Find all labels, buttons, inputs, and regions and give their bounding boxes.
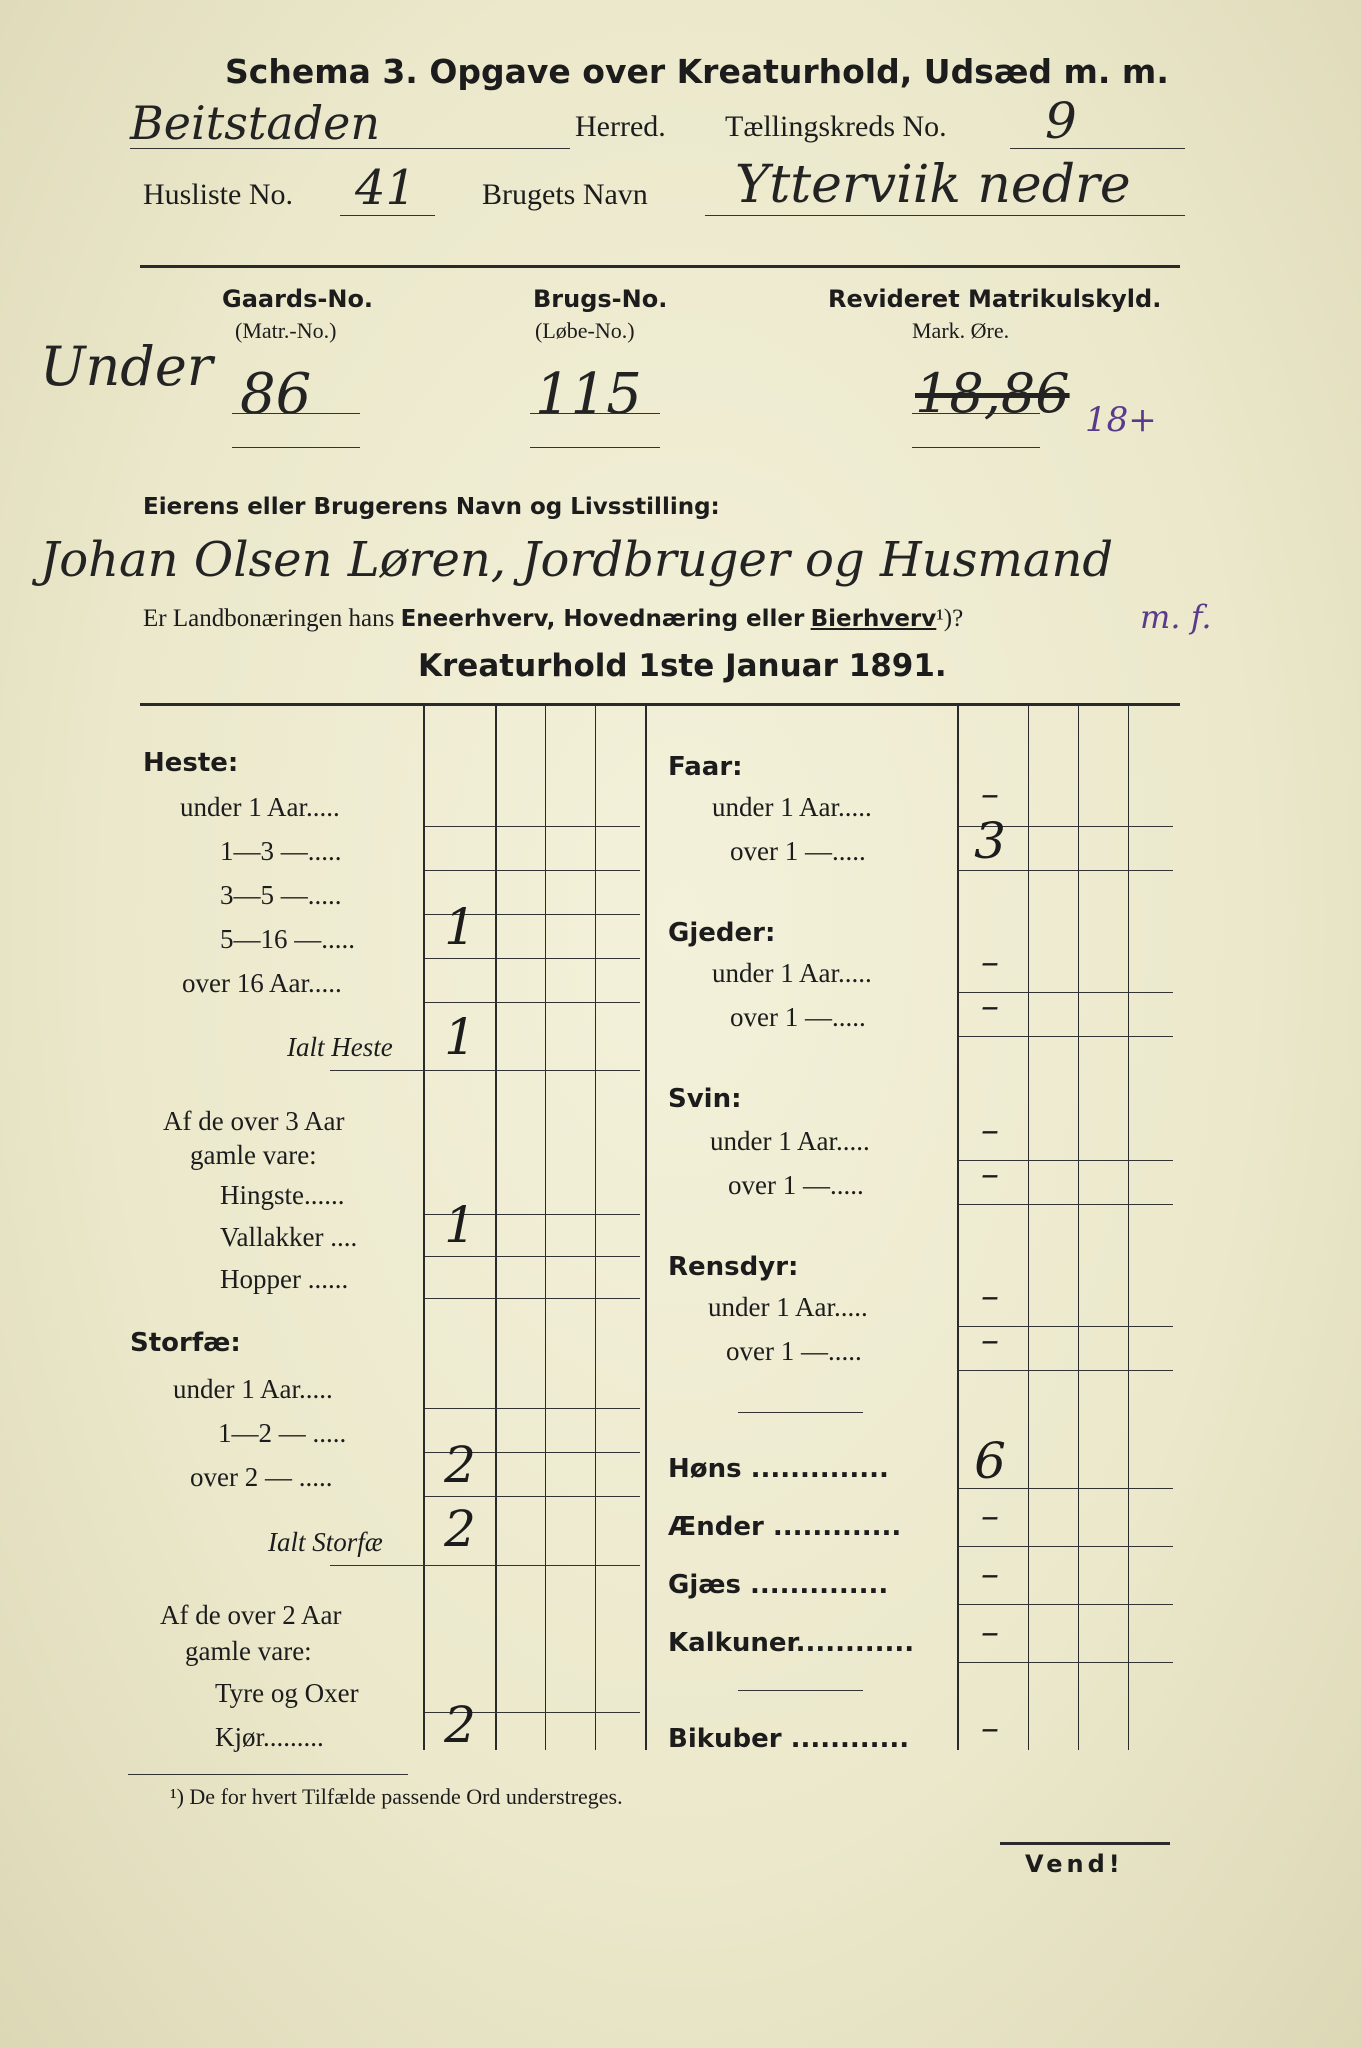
value-aender: – — [981, 1496, 999, 1537]
right-row-line — [958, 870, 1173, 871]
skyld-value: 18,86 — [915, 362, 1070, 425]
faar-heading: Faar: — [668, 752, 743, 782]
left-row-line — [425, 1496, 640, 1497]
kreds-value: 9 — [1045, 92, 1077, 150]
heste-1-3: 1—3 —..... — [220, 836, 342, 866]
brugs-label: Brugs-No. — [533, 285, 668, 313]
kreds-label: Tællingskreds No. — [725, 110, 947, 143]
right-row-line — [958, 1546, 1173, 1547]
husliste-line — [340, 215, 435, 216]
skyld-sub: Mark. Øre. — [912, 318, 1010, 343]
center-divider — [645, 705, 647, 1750]
value-ialt-storfae: 2 — [444, 1500, 476, 1558]
header-rule — [140, 265, 1180, 268]
value-heste-5-16: 1 — [444, 898, 476, 956]
question-suffix: ¹)? — [936, 605, 964, 632]
left-row-line — [425, 1256, 640, 1257]
brugs-sub: (Løbe-No.) — [535, 318, 635, 343]
question-prefix: Er Landbonæringen hans — [143, 605, 395, 632]
bikuber-label: Bikuber ............ — [668, 1724, 910, 1754]
heste-3-5: 3—5 —..... — [220, 880, 342, 910]
skyld-label: Revideret Matrikulskyld. — [828, 285, 1162, 313]
hons-label: Høns .............. — [668, 1454, 889, 1484]
skyld-line-2 — [912, 447, 1040, 448]
aender-label: Ænder ............. — [668, 1512, 902, 1542]
value-kalkuner: – — [981, 1612, 999, 1653]
right-row-line — [958, 1036, 1173, 1037]
left-row-line — [425, 826, 640, 827]
left-row-line — [425, 1298, 640, 1299]
tyre-label: Tyre og Oxer — [215, 1678, 359, 1708]
af3-line-b: gamle vare: — [190, 1140, 317, 1170]
rensdyr-over-1: over 1 —..... — [726, 1336, 862, 1366]
left-col-line-2 — [495, 705, 497, 1750]
skyld-extra: 18+ — [1085, 400, 1157, 440]
left-row-line — [425, 958, 640, 959]
left-row-line — [425, 870, 640, 871]
brugets-navn-line — [705, 215, 1185, 216]
left-col-line-3 — [545, 705, 546, 1750]
af2-line-a: Af de over 2 Aar — [160, 1600, 342, 1630]
value-faar-under-1: – — [981, 774, 999, 815]
value-svin-over-1: – — [981, 1154, 999, 1195]
herred-label: Herred. — [575, 110, 666, 143]
value-svin-under-1: – — [981, 1110, 999, 1151]
gjaes-label: Gjæs .............. — [668, 1570, 889, 1600]
left-col-line-4 — [595, 705, 596, 1750]
brugs-line-2 — [530, 447, 660, 448]
owner-question — [143, 605, 963, 633]
footnote: ¹) De for hvert Tilfælde passende Ord understreges. — [170, 1784, 623, 1809]
herred-value: Beitstaden — [130, 96, 381, 150]
vend-label: Vend! — [1025, 1850, 1124, 1878]
question-last: Bierhverv — [810, 606, 937, 632]
af3-line-a: Af de over 3 Aar — [163, 1106, 345, 1136]
left-row-line — [425, 1408, 640, 1409]
af2-line-b: gamle vare: — [185, 1636, 312, 1666]
heste-heading: Heste: — [143, 748, 239, 778]
gaards-label: Gaards-No. — [222, 285, 374, 313]
right-col-line-3 — [1078, 705, 1079, 1750]
gaards-value: 86 — [240, 362, 312, 427]
brugets-navn-label: Brugets Navn — [482, 178, 648, 211]
skyld-line-1 — [912, 413, 1040, 414]
storfae-under-1: under 1 Aar..... — [173, 1374, 333, 1404]
herred-line — [130, 148, 570, 149]
brugs-line-1 — [530, 413, 660, 414]
ialt-heste-label: Ialt Heste — [287, 1032, 393, 1062]
gjeder-heading: Gjeder: — [668, 918, 776, 948]
gaards-sub: (Matr.-No.) — [235, 318, 337, 343]
hingste-label: Hingste...... — [220, 1180, 345, 1210]
value-faar-over-1: 3 — [974, 812, 1006, 870]
kalkuner-label: Kalkuner............ — [668, 1628, 915, 1658]
margin-note: Under — [40, 335, 213, 398]
value-gjeder-under-1: – — [981, 942, 999, 983]
value-hons: 6 — [974, 1432, 1006, 1490]
kjor-label: Kjør......... — [215, 1722, 324, 1752]
right-col-line-2 — [1028, 705, 1029, 1750]
right-row-line — [958, 1662, 1173, 1663]
heste-over-16: over 16 Aar..... — [182, 968, 342, 998]
brugets-navn-value: Ytterviik nedre — [735, 155, 1131, 215]
value-storfae-over-2: 2 — [444, 1436, 476, 1494]
owner-value: Johan Olsen Løren, Jordbruger og Husmand — [40, 532, 1114, 588]
kreds-line — [1010, 148, 1185, 149]
owner-label: Eierens eller Brugerens Navn og Livsstilling: — [143, 494, 720, 520]
svin-under-1: under 1 Aar..... — [710, 1126, 870, 1156]
faar-under-1: under 1 Aar..... — [712, 792, 872, 822]
value-rensdyr-over-1: – — [981, 1320, 999, 1361]
gjeder-over-1: over 1 —..... — [730, 1002, 866, 1032]
heste-under-1: under 1 Aar..... — [180, 792, 340, 822]
right-row-line — [958, 1604, 1173, 1605]
value-kjor: 2 — [444, 1696, 476, 1754]
value-rensdyr-under-1: – — [981, 1276, 999, 1317]
footnote-rule — [128, 1774, 408, 1775]
gjeder-under-1: under 1 Aar..... — [712, 958, 872, 988]
storfae-over-2: over 2 — ..... — [190, 1462, 333, 1492]
rensdyr-separator — [738, 1412, 863, 1413]
right-col-line-4 — [1128, 705, 1129, 1750]
right-row-line — [958, 1204, 1173, 1205]
vend-rule — [1000, 1842, 1170, 1845]
kalkuner-separator — [738, 1690, 863, 1691]
heste-5-16: 5—16 —..... — [220, 924, 355, 954]
faar-over-1: over 1 —..... — [730, 836, 866, 866]
svin-over-1: over 1 —..... — [728, 1170, 864, 1200]
gaards-line-1 — [232, 413, 360, 414]
table-top-rule — [140, 703, 1180, 706]
left-row-line — [425, 1002, 640, 1003]
right-row-line — [958, 1370, 1173, 1371]
form-title: Schema 3. Opgave over Kreaturhold, Udsæd m. m. — [225, 52, 1169, 91]
rensdyr-heading: Rensdyr: — [668, 1252, 799, 1282]
owner-note: m. f. — [1140, 598, 1212, 636]
husliste-value: 41 — [355, 160, 417, 216]
value-gjeder-over-1: – — [981, 986, 999, 1027]
storfae-1-2: 1—2 — ..... — [218, 1418, 347, 1448]
section-title: Kreaturhold 1ste Januar 1891. — [418, 648, 947, 684]
value-vallakker: 1 — [444, 1196, 476, 1254]
ialt-storfae-line — [330, 1565, 640, 1566]
husliste-label: Husliste No. — [143, 178, 293, 211]
question-options: Eneerhverv, Hovednæring eller — [400, 606, 805, 632]
vallakker-label: Vallakker .... — [220, 1222, 358, 1252]
ialt-heste-line — [330, 1070, 640, 1071]
right-col-line-1 — [957, 705, 959, 1750]
value-ialt-heste: 1 — [444, 1008, 476, 1066]
ialt-storfae-label: Ialt Storfæ — [268, 1527, 383, 1557]
value-bikuber: – — [981, 1708, 999, 1749]
gaards-line-2 — [232, 447, 360, 448]
storfae-heading: Storfæ: — [130, 1328, 241, 1358]
hopper-label: Hopper ...... — [220, 1264, 349, 1294]
value-gjaes: – — [981, 1554, 999, 1595]
brugs-value: 115 — [535, 362, 642, 427]
svin-heading: Svin: — [668, 1084, 742, 1114]
left-col-line-1 — [423, 705, 425, 1750]
rensdyr-under-1: under 1 Aar..... — [708, 1292, 868, 1322]
